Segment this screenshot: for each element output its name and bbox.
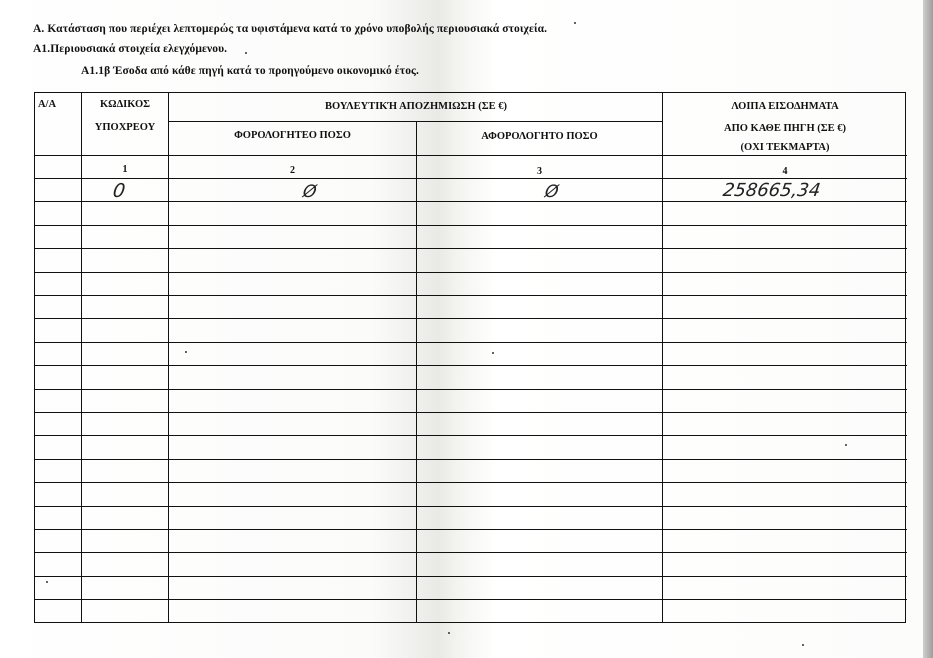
scan-speck <box>245 52 247 54</box>
scan-speck <box>492 352 494 354</box>
col-number-2: 2 <box>290 165 295 176</box>
table-row-line <box>35 365 907 366</box>
col-number-1: 1 <box>122 164 128 175</box>
scan-speck <box>46 581 48 583</box>
heading-section-a: Α. Κατάσταση που περιέχει λεπτομερώς τα υφιστάμενα κατά το χρόνο υποβολής περιουσιακά στοιχεία. <box>33 23 548 35</box>
scan-speck <box>802 644 804 646</box>
table-row-line <box>35 295 907 296</box>
table-row-line <box>35 482 907 483</box>
header-compensation: ΒΟΥΛΕΥΤΙΚΉ ΑΠΟΖΗΜΙΩΣΗ (ΣΕ €) <box>325 101 507 112</box>
table-row-line <box>35 435 907 436</box>
page-edge-shadow <box>923 0 933 658</box>
table-row-line <box>35 459 907 460</box>
table-row-line <box>35 272 907 273</box>
table-row-line <box>35 318 907 319</box>
heading-section-a1: Α1.Περιουσιακά στοιχεία ελεγχόμενου. <box>33 43 228 55</box>
row1-code-handwritten: 0 <box>111 180 127 202</box>
table-row-line <box>35 506 907 507</box>
header-aa: Α/Α <box>37 99 57 110</box>
table-row-line <box>35 389 907 390</box>
col-number-3: 3 <box>537 166 542 177</box>
header-other-line1: ΛΟΙΠΑ ΕΙΣΟΔΗΜΑΤΑ <box>731 101 839 112</box>
header-code-line2: ΥΠΟΧΡΕΟΥ <box>94 122 156 133</box>
table-row-line <box>35 412 907 413</box>
header-other-line3: (ΟΧΙ ΤΕΚΜΑΡΤΑ) <box>740 142 830 153</box>
table-row-line <box>35 576 907 577</box>
scan-speck <box>185 351 187 353</box>
heading-section-a1b: Α1.1β Έσοδα από κάθε πηγή κατά το προηγούμενο οικονομικό έτος. <box>81 65 419 77</box>
header-other-line2: ΑΠΟ ΚΑΘΕ ΠΗΓΗ (ΣΕ €) <box>723 123 847 134</box>
table-row-line <box>35 225 907 226</box>
header-bottom-line <box>35 155 907 156</box>
income-table <box>34 92 906 623</box>
header-code-line1: ΚΩΔΙΚΟΣ <box>100 99 150 110</box>
header-nontaxable: ΑΦΟΡΟΛΟΓΗΤΟ ΠΟΣΟ <box>481 131 598 142</box>
row1-nontaxable-handwritten: Ø <box>543 182 560 202</box>
table-row-line <box>35 529 907 530</box>
scan-speck <box>574 22 576 24</box>
table-row-line <box>35 552 907 553</box>
header-sub-divider <box>168 121 662 122</box>
scan-speck <box>448 632 450 634</box>
col-number-4: 4 <box>782 166 788 177</box>
table-row-line <box>35 201 907 202</box>
row1-other-handwritten: 258665,34 <box>721 180 822 201</box>
scan-speck <box>845 444 847 446</box>
header-taxable: ΦΟΡΟΛΟΓΗΤΕΟ ΠΟΣΟ <box>234 130 351 141</box>
col-divider <box>416 122 417 622</box>
row1-taxable-handwritten: Ø <box>301 182 318 202</box>
number-row-line <box>35 178 907 179</box>
table-row-line <box>35 599 907 600</box>
table-row-line <box>35 248 907 249</box>
table-row-line <box>35 342 907 343</box>
